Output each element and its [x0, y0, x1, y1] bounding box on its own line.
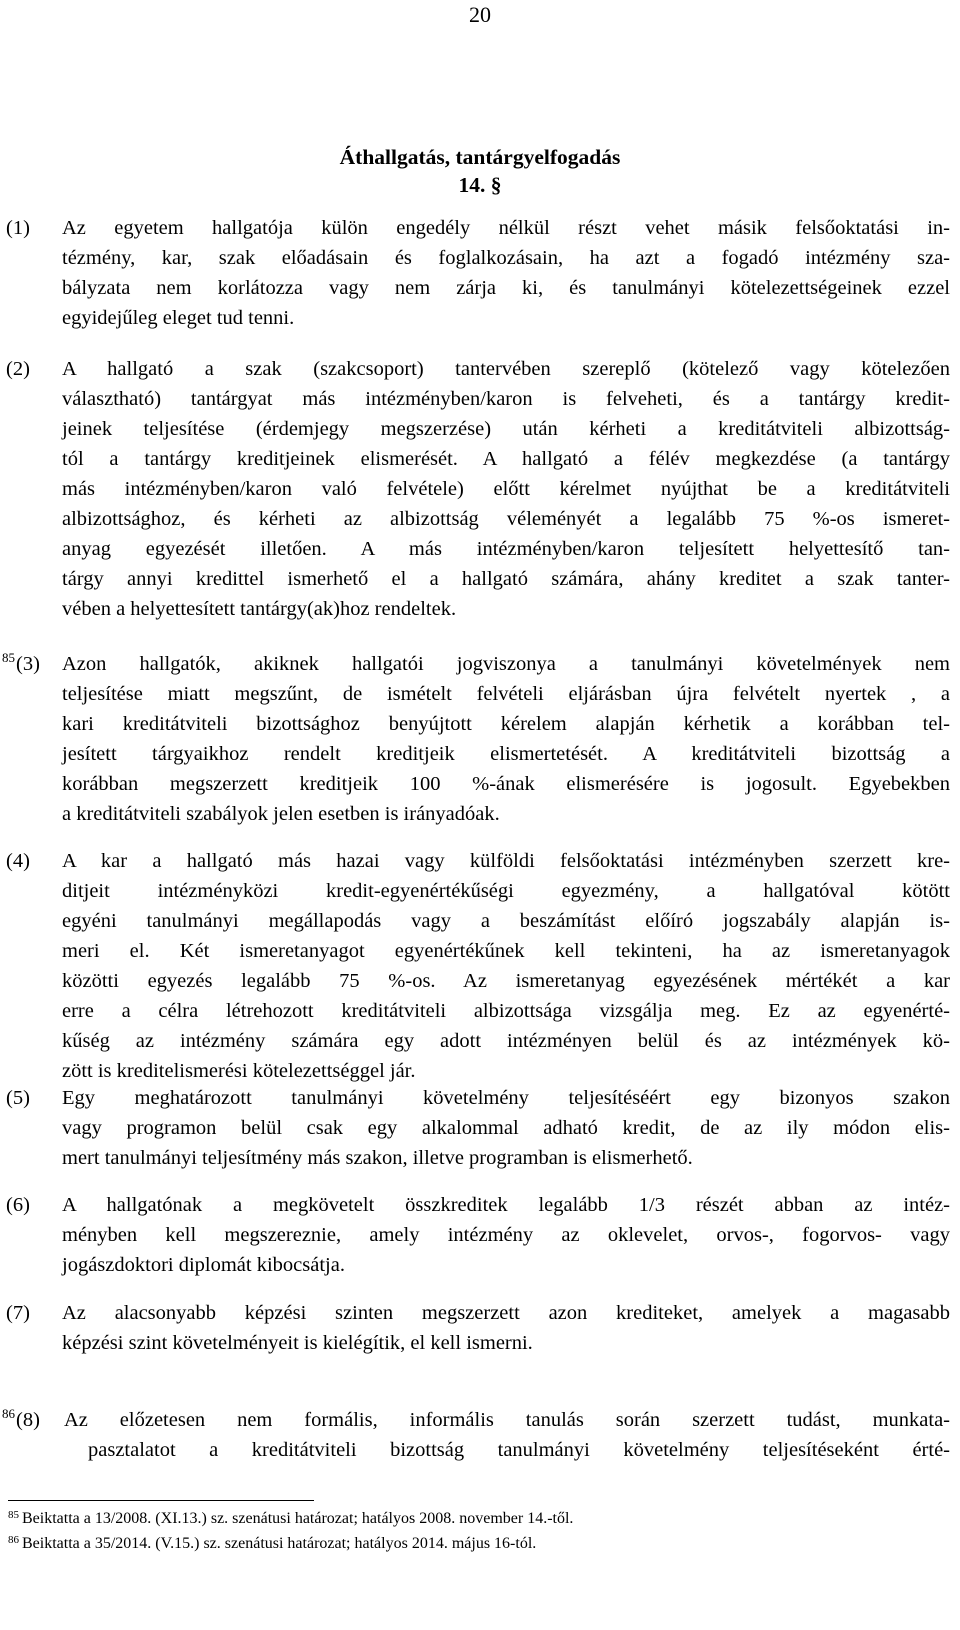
text-line: vében a helyettesített tantárgy(ak)hoz rendeltek.	[62, 598, 457, 620]
text-line: jogászdoktori diplomát kibocsátja.	[62, 1254, 345, 1276]
text-line: kari kreditátviteli bizottsághoz benyújtott kérelem alapján kérhetik a korábban tel-	[62, 713, 950, 735]
footnote-text: Beiktatta a 13/2008. (XI.13.) sz. szenátusi határozat; hatályos 2008. november 14.-től.	[22, 1510, 574, 1527]
text-line: vagy programon belül csak egy alkalommal adható kredit, de az ily módon elis-	[62, 1117, 950, 1139]
text-line: tárgy annyi kredittel ismerhető el a hallgató számára, ahány kreditet a szak tanter-	[62, 568, 950, 590]
paragraph-number	[6, 213, 30, 243]
text-line: képzési szint követelményeit is kielégítik, el kell ismerni.	[62, 1332, 533, 1354]
text-line: albizottsághoz, és kérheti az albizottság véleményét a legalább 75 %-os ismeret-	[62, 508, 950, 530]
paragraph-number-text: (5)	[6, 1087, 30, 1109]
text-line: pasztalatot a kreditátviteli bizottság tanulmányi követelmény teljesítéseként érté-	[88, 1439, 950, 1461]
paragraph-number	[6, 354, 30, 384]
text-line: más intézményben/karon való felvétele) előtt kérelmet nyújthat be a kreditátviteli	[62, 478, 950, 500]
paragraph-number	[2, 649, 40, 679]
text-line: jeinek teljesítése (érdemjegy megszerzése) után kérheti a kreditátviteli albizottság-	[62, 418, 950, 440]
text-line: Egy meghatározott tanulmányi követelmény teljesítéséért egy bizonyos szakon	[62, 1087, 950, 1109]
text-line: egyidejűleg eleget tud tenni.	[62, 307, 295, 329]
text-line: közötti egyezés legalább 75 %-os. Az ismeretanyag egyezésének mértékét a kar	[62, 970, 950, 992]
paragraph-number-text: (3)	[16, 653, 40, 675]
paragraph-text	[62, 213, 950, 333]
paragraph-number	[6, 846, 30, 876]
paragraph-number-text: (8)	[16, 1409, 40, 1431]
footnote-text: Beiktatta a 35/2014. (V.15.) sz. szenátusi határozat; hatályos 2014. május 16-tól.	[22, 1535, 537, 1552]
text-line: A hallgató a szak (szakcsoport) tantervében szereplő (kötelező vagy kötelezően	[62, 358, 950, 380]
text-line: A kar a hallgató más hazai vagy külföldi felsőoktatási intézményben szerzett kre-	[62, 850, 950, 872]
paragraph-text	[62, 1298, 950, 1358]
text-line: tézmény, kar, szak előadásain és foglalkozásain, ha azt a fogadó intézmény sza-	[62, 247, 950, 269]
footnote-86	[8, 1534, 536, 1554]
paragraph-text	[62, 354, 950, 624]
footnote-reference: 86	[2, 1406, 15, 1421]
paragraph-text	[64, 1405, 950, 1465]
text-line: A hallgatónak a megkövetelt összkreditek legalább 1/3 részét abban az intéz-	[62, 1194, 950, 1216]
text-line: korábban megszerzett kreditjeik 100 %-ának elismerésére is jogosult. Egyebekben	[62, 773, 950, 795]
paragraph-number	[6, 1083, 30, 1113]
paragraph-number-text: (1)	[6, 217, 30, 239]
text-line: meri el. Két ismeretanyagot egyenértékűnek kell tekinteni, ha az ismeretanyagok	[62, 940, 950, 962]
text-line: kűség az intézmény számára egy adott intézményen belül és az intézmények kö-	[62, 1030, 950, 1052]
text-line: ményben kell megszereznie, amely intézmény az oklevelet, orvos-, fogorvos- vagy	[62, 1224, 950, 1246]
paragraph-number-text: (6)	[6, 1194, 30, 1216]
heading-title: Áthallgatás, tantárgyelfogadás	[339, 145, 621, 169]
paragraph-number	[6, 1190, 30, 1220]
heading-section-number: 14. §	[458, 173, 502, 197]
text-line: bályzata nem korlátozza vagy nem zárja ki, és tanulmányi kötelezettségeinek ezzel	[62, 277, 950, 299]
text-line: erre a célra létrehozott kreditátviteli albizottsága vizsgálja meg. Ez az egyenérté-	[62, 1000, 950, 1022]
text-line: Az előzetesen nem formális, informális tanulás során szerzett tudást, munkata-	[64, 1409, 950, 1431]
paragraph-number	[6, 1298, 30, 1328]
page-number: 20	[469, 2, 491, 27]
paragraph-number	[2, 1405, 40, 1435]
text-line: Az alacsonyabb képzési szinten megszerzett azon krediteket, amelyek a magasabb	[62, 1302, 950, 1324]
text-line: mert tanulmányi teljesítmény más szakon, illetve programban is elismerhető.	[62, 1147, 693, 1169]
text-line: választható) tantárgyat más intézményben/karon is felveheti, és a tantárgy kredit-	[62, 388, 950, 410]
footnote-reference: 85	[2, 650, 15, 665]
paragraph-text	[62, 1190, 950, 1280]
text-line: Az egyetem hallgatója külön engedély nélkül részt vehet másik felsőoktatási in-	[62, 217, 950, 239]
paragraph-text	[62, 1083, 950, 1173]
text-line: teljesítése miatt megszűnt, de ismételt felvételi eljárásban újra felvételt nyertek , a	[62, 683, 950, 705]
footnote-number: 85	[8, 1509, 19, 1521]
text-line: egyéni tanulmányi megállapodás vagy a beszámítást előíró jogszabály alapján is-	[62, 910, 950, 932]
paragraph-number-text: (4)	[6, 850, 30, 872]
text-line: zött is kreditelismerési kötelezettséggel jár.	[62, 1060, 416, 1082]
section-heading	[0, 143, 960, 199]
footnote-separator	[8, 1500, 314, 1501]
footnote-85	[8, 1509, 573, 1529]
paragraph-number-text: (2)	[6, 358, 30, 380]
paragraph-text	[62, 846, 950, 1086]
paragraph-number-text: (7)	[6, 1302, 30, 1324]
text-line: a kreditátviteli szabályok jelen esetben is irányadóak.	[62, 803, 500, 825]
text-line: anyag egyezését illetően. A más intézményben/karon teljesített helyettesítő tan-	[62, 538, 950, 560]
text-line: ditjeit intézményközi kredit-egyenértékűségi egyezmény, a hallgatóval kötött	[62, 880, 950, 902]
paragraph-text	[62, 649, 950, 829]
text-line: tól a tantárgy kreditjeinek elismerését. A hallgató a félév megkezdése (a tantárgy	[62, 448, 950, 470]
footnote-number: 86	[8, 1534, 19, 1546]
text-line: jesített tárgyaikhoz rendelt kreditjeik elismertetését. A kreditátviteli bizottság a	[62, 743, 950, 765]
text-line: Azon hallgatók, akiknek hallgatói jogviszonya a tanulmányi követelmények nem	[62, 653, 950, 675]
